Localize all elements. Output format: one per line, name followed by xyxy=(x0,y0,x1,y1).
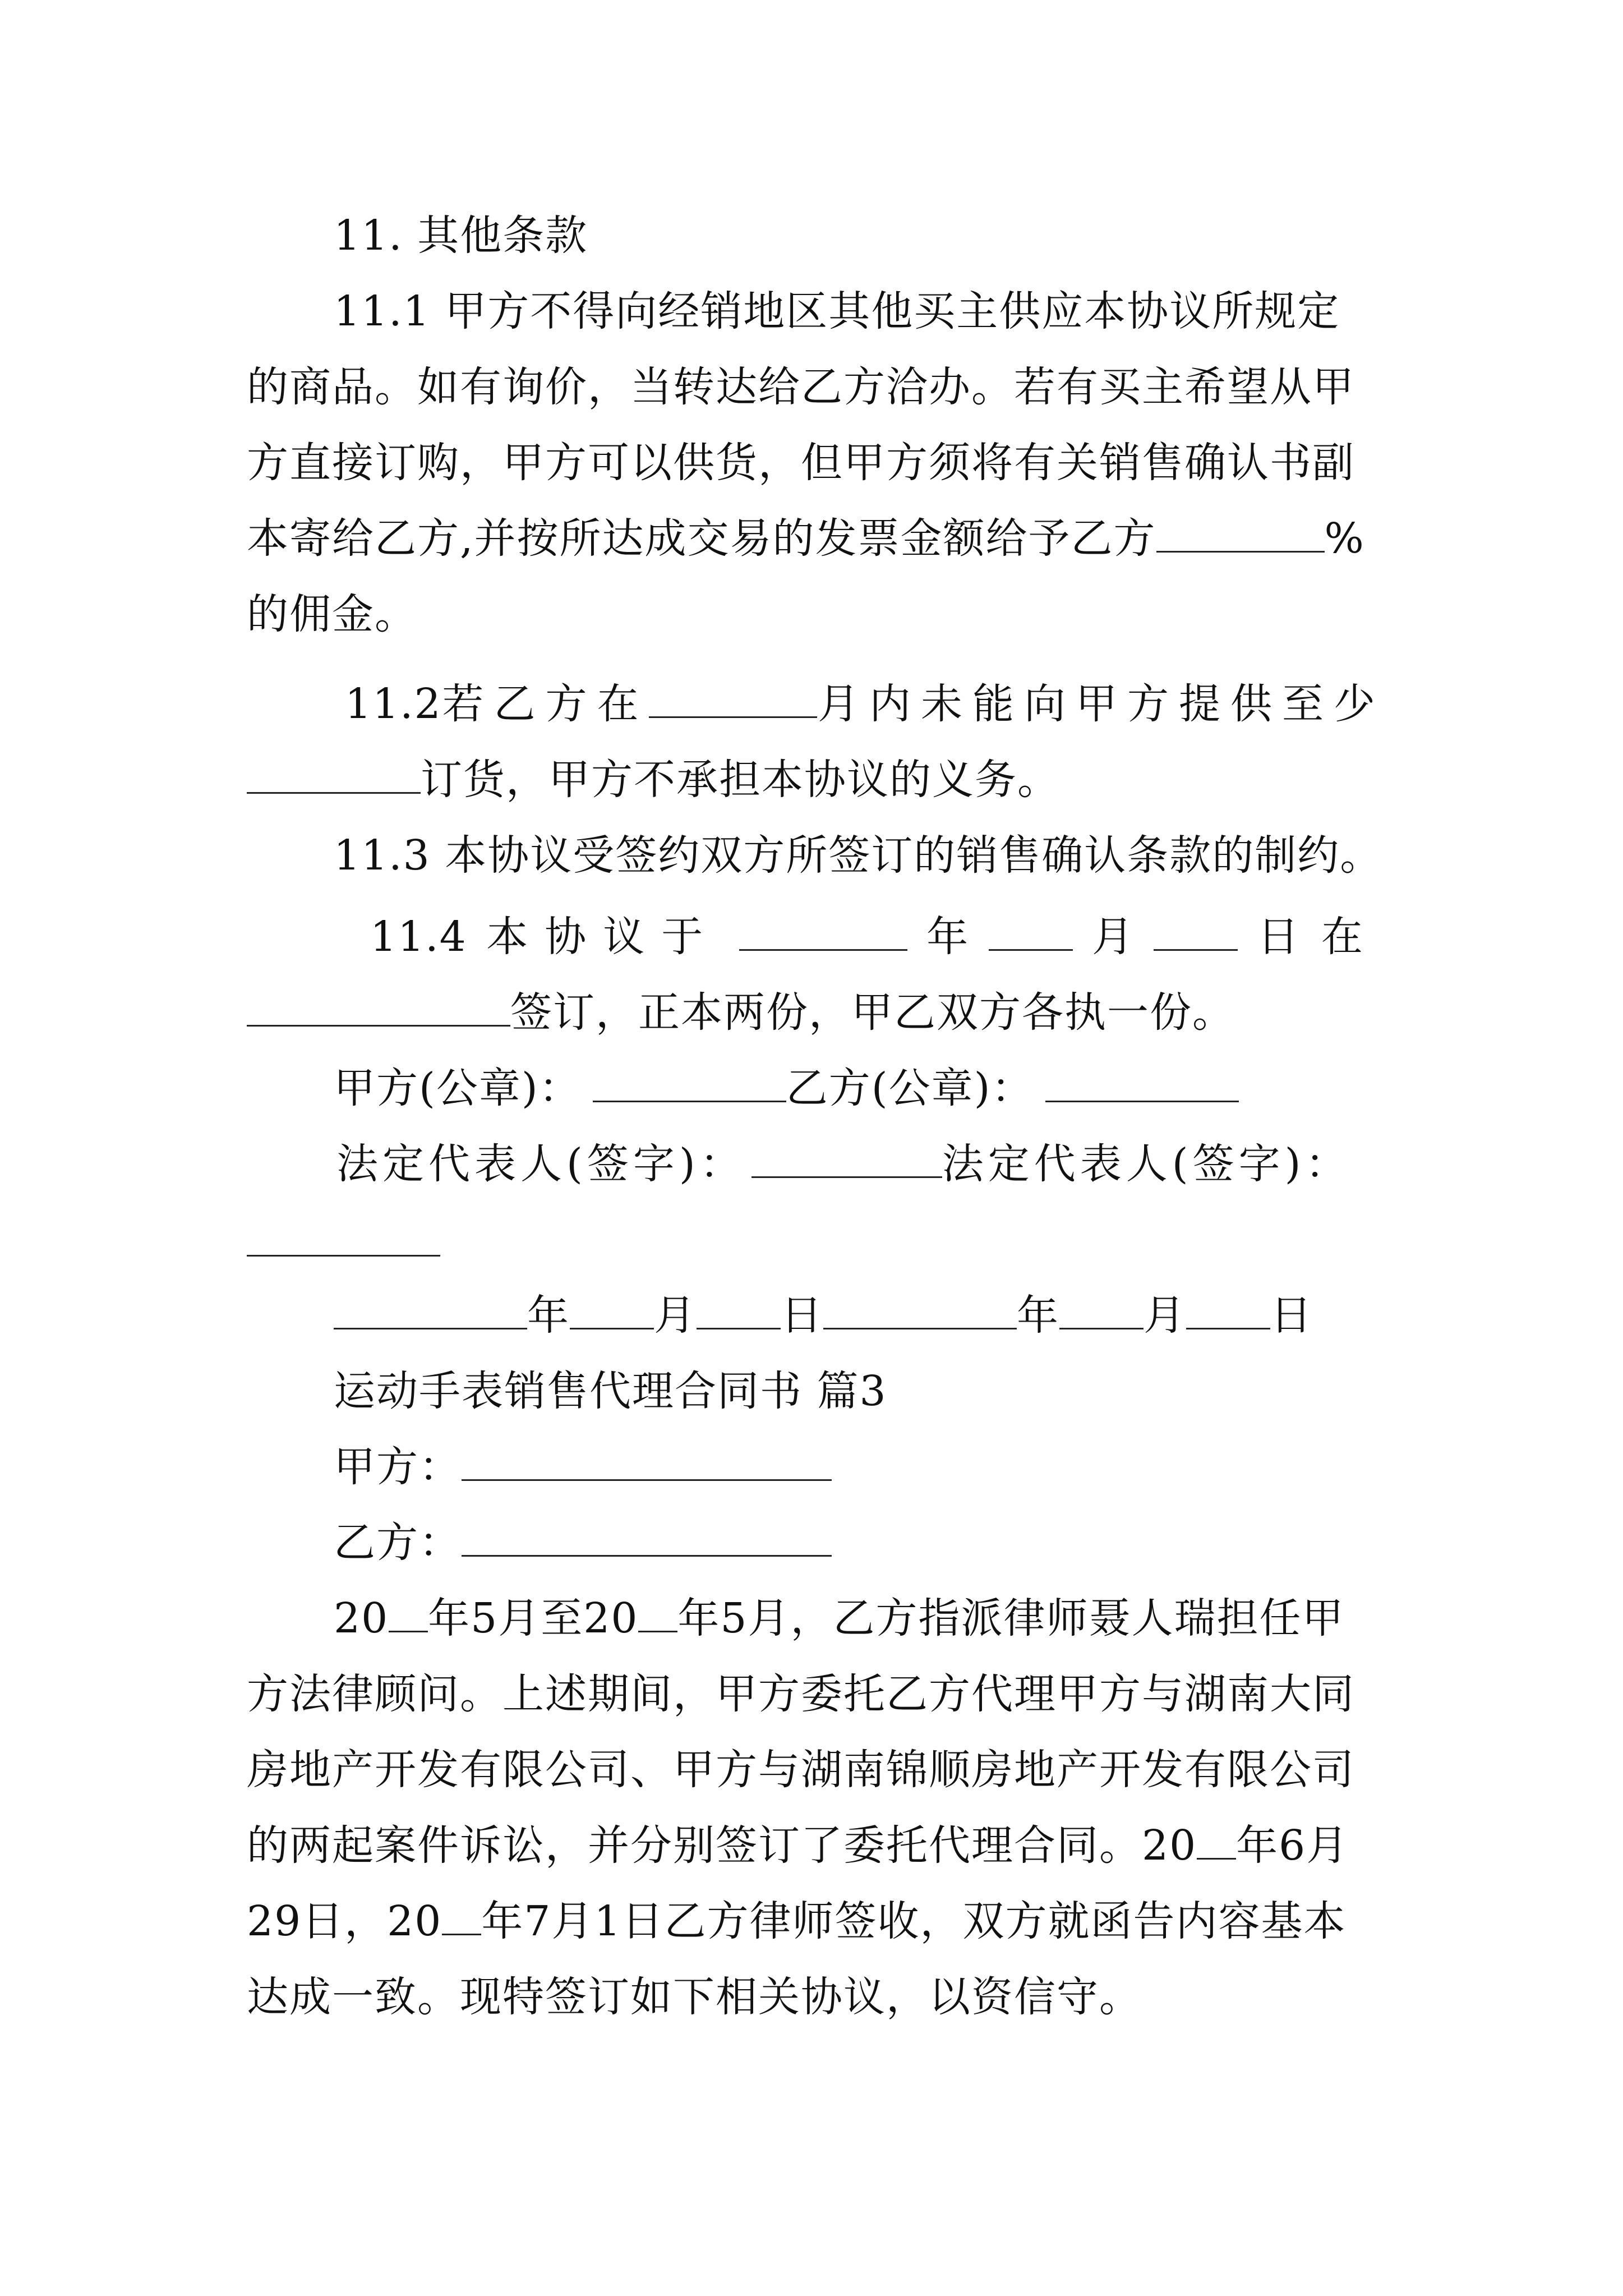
date-a-day-blank[interactable] xyxy=(697,1289,781,1329)
body-line-5: 29日，20 年7月1日乙方律师签收，双方就函告内容基本 xyxy=(247,1893,1347,1949)
body-line-1: 20 年5月至20 年5月，乙方指派律师聂人瑞担任甲 xyxy=(334,1590,1345,1646)
date-b-day-blank[interactable] xyxy=(1186,1289,1270,1329)
rep-b-signature-blank[interactable] xyxy=(247,1255,440,1257)
year-blank-1[interactable] xyxy=(389,1591,428,1632)
party-a-seal-blank[interactable] xyxy=(593,1061,786,1102)
body-line-4: 的两起案件诉讼，并分别签订了委托代理合同。20 年6月 xyxy=(247,1818,1349,1874)
party-b-line: 乙方： xyxy=(334,1515,832,1571)
sign-month-blank[interactable] xyxy=(989,910,1073,951)
party-a-line: 甲方： xyxy=(334,1439,832,1495)
date-b-month-blank[interactable] xyxy=(1059,1289,1144,1329)
clause-11-1-line-1: 11.1 甲方不得向经销地区其他买主供应本协议所规定 xyxy=(334,287,1340,335)
sign-day-blank[interactable] xyxy=(1154,910,1238,951)
clause-11-1-line-3: 方直接订购，甲方可以供货，但甲方须将有关销售确认书副 xyxy=(247,439,1355,487)
party-a-name-blank[interactable] xyxy=(462,1440,832,1481)
body-line-6: 达成一致。现特签订如下相关协议，以资信守。 xyxy=(247,1973,1142,2021)
party-b-name-blank[interactable] xyxy=(462,1516,832,1557)
body-line-3: 房地产开发有限公司、甲方与湖南锦顺房地产开发有限公司 xyxy=(247,1746,1355,1794)
clause-11-1-line-4: 本寄给乙方,并按所达成交易的发票金额给予乙方 % xyxy=(247,510,1365,567)
clause-11-4-line-2: 签订，正本两份，甲乙双方各执一份。 xyxy=(247,984,1235,1041)
representative-line: 法定代表人(签字)： 法定代表人(签字)： xyxy=(336,1136,1352,1192)
party-b-seal-blank[interactable] xyxy=(1045,1061,1239,1102)
date-a-year-blank[interactable] xyxy=(334,1289,527,1329)
clause-11-2-line-2: 订货，甲方不承担本协议的义务。 xyxy=(247,752,1060,808)
date-b-year-blank[interactable] xyxy=(823,1289,1017,1329)
date-a-month-blank[interactable] xyxy=(570,1289,654,1329)
sign-year-blank[interactable] xyxy=(739,910,907,951)
order-amount-blank[interactable] xyxy=(247,753,421,794)
clause-11-4-line-1: 11.4 本协议于 年 月 日在 xyxy=(370,909,1385,965)
year-blank-3[interactable] xyxy=(1197,1819,1236,1860)
contract-title: 运动手表销售代理合同书 篇3 xyxy=(334,1367,887,1415)
clause-11-2-line-1: 11.2 若乙方在 月内未能向甲方提供至少 xyxy=(345,676,1385,732)
clause-11-1-line-2: 的商品。如有询价，当转达给乙方洽办。若有买主希望从甲 xyxy=(247,363,1355,411)
clause-11-3: 11.3 本协议受签约双方所签订的销售确认条款的制约。 xyxy=(334,831,1383,880)
seal-line: 甲方(公章)： 乙方(公章)： xyxy=(334,1060,1239,1116)
section-heading: 11. 其他条款 xyxy=(334,211,588,260)
months-blank[interactable] xyxy=(649,677,817,718)
year-blank-2[interactable] xyxy=(638,1591,677,1632)
signature-date-line: 年 月 日 年 月 日 xyxy=(334,1287,1313,1343)
sign-place-blank[interactable] xyxy=(247,986,510,1027)
rep-a-signature-blank[interactable] xyxy=(751,1137,942,1178)
body-line-2: 方法律顾问。上述期间，甲方委托乙方代理甲方与湖南大同 xyxy=(247,1670,1355,1718)
clause-11-1-line-5: 的佣金。 xyxy=(247,590,417,638)
commission-rate-blank[interactable] xyxy=(1156,512,1325,553)
year-blank-4[interactable] xyxy=(442,1894,481,1935)
